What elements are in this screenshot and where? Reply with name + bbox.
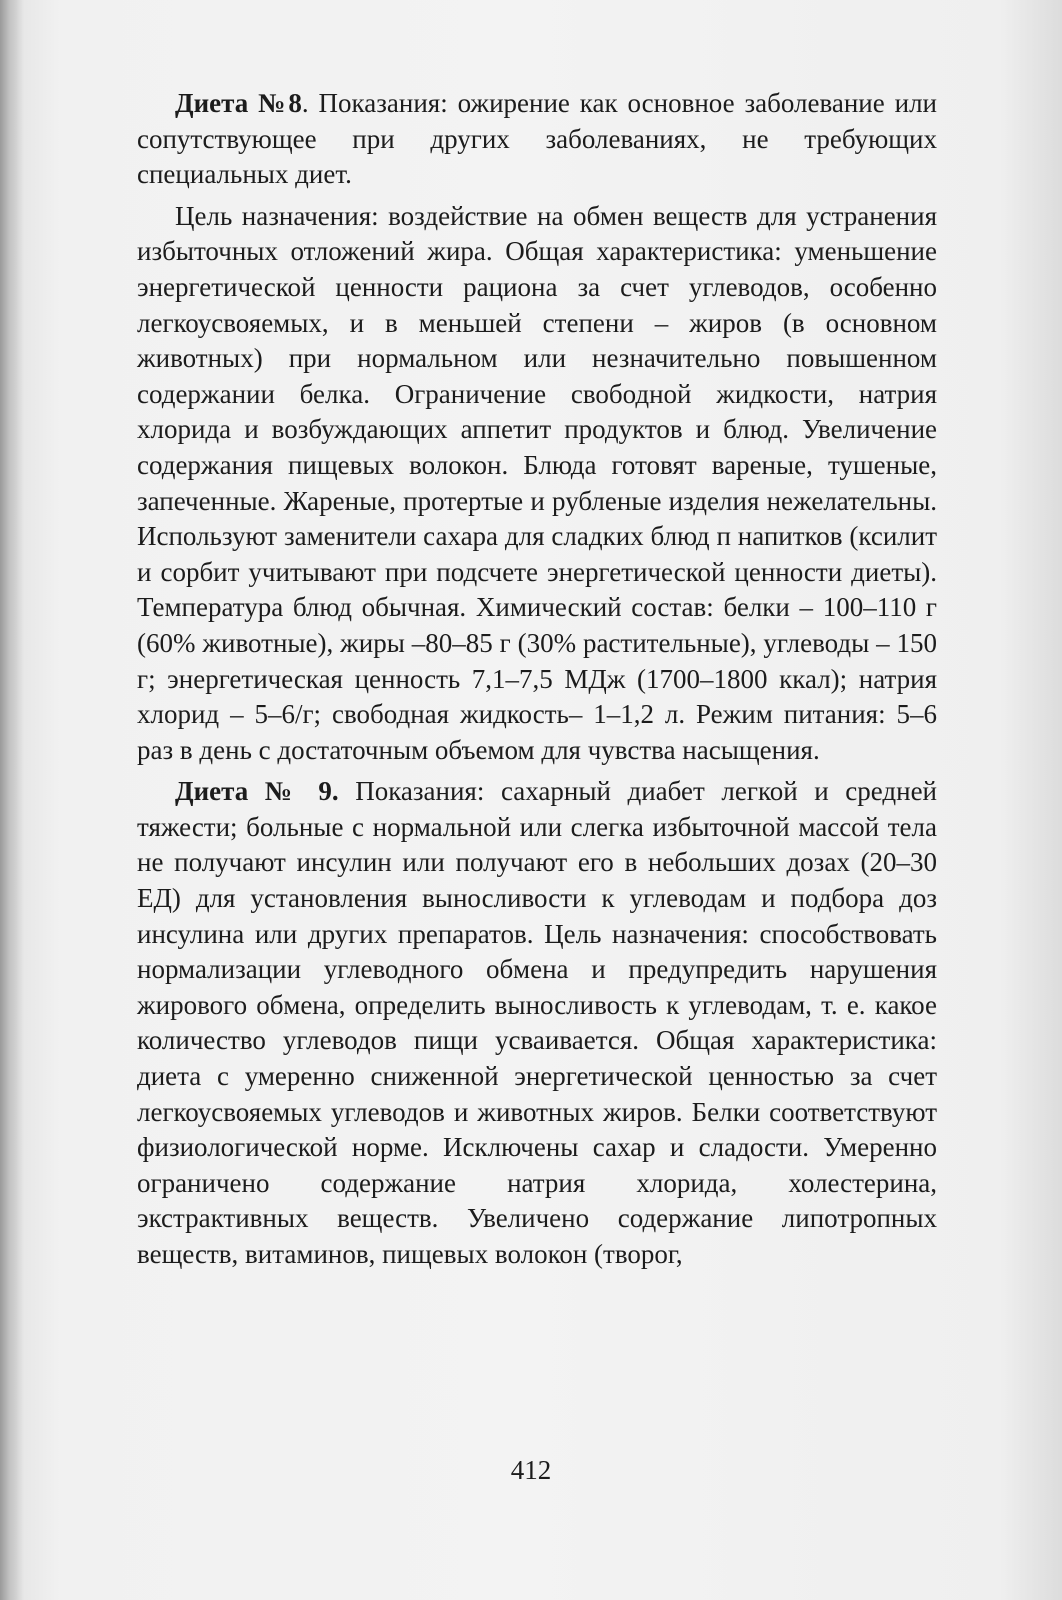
page-binding-shadow (0, 0, 24, 1600)
paragraph-diet-9 (137, 774, 937, 1272)
diet-8-text: . Показания: ожирение как основное заболевание или сопутствующее при других заболеваниях, не требующих специальных диет. (137, 88, 937, 190)
page-number: 412 (510, 1455, 552, 1485)
diet-9-heading: Диета № 9. (175, 776, 339, 807)
page-body-text (137, 86, 937, 1273)
diet-9-text: Показания: сахарный диабет легкой и средней тяжести; больные с нормальной или слегка избыточной массой тела не получают инсулин или получают его в небольших дозах (20–30 ЕД) для установления выносливости к углеводам и подбора доз инсулина или других препаратов. Цель назначения: способствовать нормализации углеводного обмена и предупредить нарушения жирового обмена, определить выносливость к углеводам, т. е. какое количество углеводов пищи усваивается. Общая характеристика: диета с умеренно сниженной энергетической ценностью за счет легкоусвояемых углеводов и животных жиров. Белки соответствуют физиологической норме. Исключены сахар и сладости. Умеренно ограничено содержание натрия хлорида, холестерина, экстрактивных веществ. Увеличено содержание липотропных веществ, витаминов, пищевых волокон (творог, (137, 776, 937, 1269)
diet-8-purpose-text: Цель назначения: воздействие на обмен веществ для устранения избыточных отложений жира. Общая характеристика: уменьшение энергетической ценности рациона за счет углеводов, особенно легкоусвояемых, и в меньшей степени – жиров (в основном животных) при нормальном или незначительно повышенном содержании белка. Ограничение свободной жидкости, натрия хлорида и возбуждающих аппетит продуктов и блюд. Увеличение содержания пищевых волокон. Блюда готовят вареные, тушеные, запеченные. Жареные, протертые и рубленые изделия нежелательны. Используют заменители сахара для сладких блюд п напитков (ксилит и сорбит учитывают при подсчете энергетической ценности диеты). Температура блюд обычная. Химический состав: белки – 100–110 г (60% животные), жиры –80–85 г (30% растительные), углеводы – 150 г; энергетическая ценность 7,1–7,5 МДж (1700–1800 ккал); натрия хлорид – 5–6/г; свободная жидкость– 1–1,2 л. Режим питания: 5–6 раз в день с достаточным объемом для чувства насыщения. (137, 200, 937, 765)
paragraph-diet-8-purpose (137, 199, 937, 769)
diet-8-heading: Диета №8 (175, 88, 302, 118)
paragraph-diet-8 (137, 86, 937, 193)
